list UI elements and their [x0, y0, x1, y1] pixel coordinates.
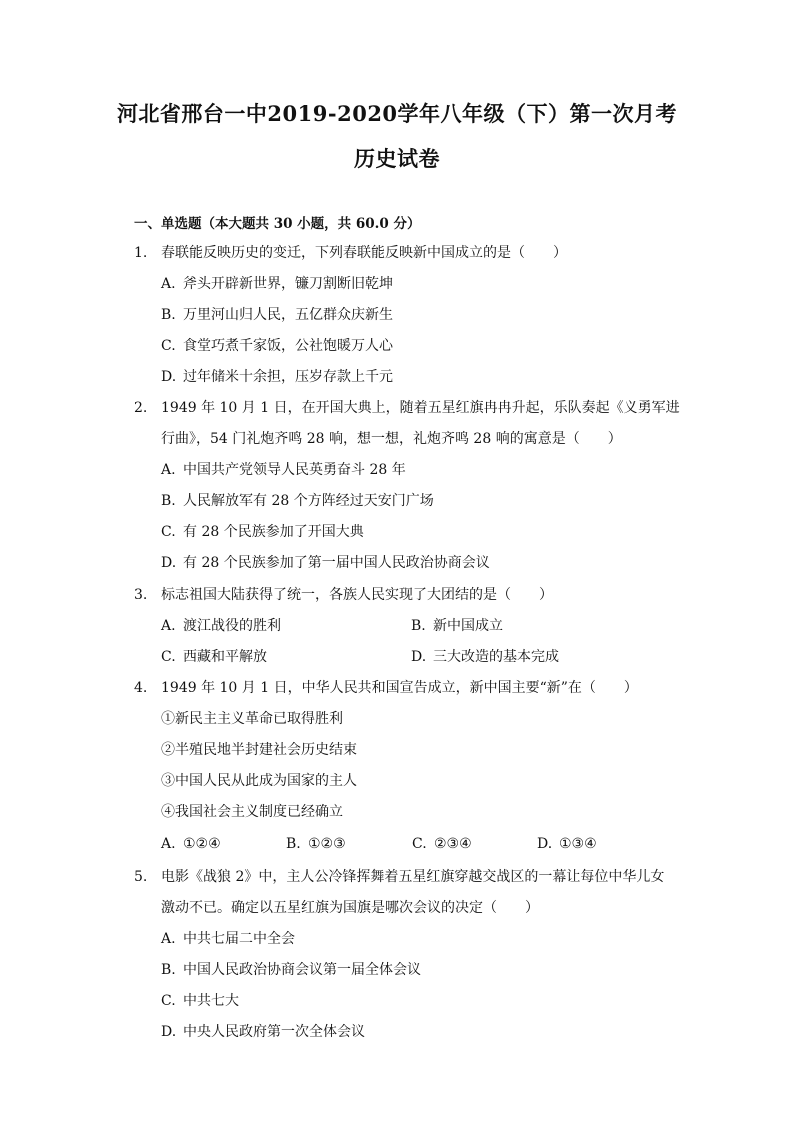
statement-1: ①新民主主义革命已取得胜利: [161, 711, 343, 727]
option-label: D.: [411, 649, 427, 665]
option-text: 过年储米十余担，压岁存款上千元: [183, 369, 393, 385]
option-d: [161, 553, 490, 573]
option-label: D.: [161, 369, 177, 385]
option-d: [411, 647, 559, 667]
option-c: [161, 647, 267, 667]
option-a: [161, 274, 393, 294]
option-label: B.: [161, 307, 176, 323]
option-text: 渡江战役的胜利: [183, 618, 281, 634]
option-label: C.: [161, 993, 176, 1009]
option-d: [537, 834, 597, 854]
option-label: B.: [286, 836, 301, 852]
option-c: [161, 522, 364, 542]
question-stem: 标志祖国大陆获得了统一，各族人民实现了大团结的是（ ）: [161, 587, 553, 603]
statement-4: ④我国社会主义制度已经确立: [161, 804, 343, 820]
option-text: 中共七大: [183, 993, 239, 1009]
option-text: 新中国成立: [433, 618, 503, 634]
option-text: 食堂巧煮千家饭，公社饱暖万人心: [183, 338, 393, 354]
option-text: 人民解放军有 28 个方阵经过天安门广场: [183, 493, 434, 509]
question-stem: 激动不已。确定以五星红旗为国旗是哪次会议的决定（ ）: [161, 900, 539, 916]
question-stem: 1949 年 10 月 1 日，在开国大典上，随着五星红旗冉冉升起，乐队奏起《义勇军进: [161, 400, 680, 416]
option-text: 西藏和平解放: [183, 649, 267, 665]
option-text: 中国共产党领导人民英勇奋斗 28 年: [183, 462, 406, 478]
option-label: D.: [537, 836, 553, 852]
option-a: [161, 834, 221, 854]
option-label: D.: [161, 555, 177, 571]
option-c: [161, 991, 239, 1011]
option-text: ①③④: [559, 836, 597, 852]
section-header: 一、单选题（本大题共 30 小题，共 60.0 分）: [134, 216, 421, 232]
option-label: B.: [411, 618, 426, 634]
option-b: [411, 616, 503, 636]
option-text: 中央人民政府第一次全体会议: [183, 1024, 365, 1040]
option-d: [161, 367, 393, 387]
option-text: 斧头开辟新世界，镰刀割断旧乾坤: [183, 276, 393, 292]
question-number: 1.: [134, 245, 148, 261]
option-b: [161, 491, 434, 511]
question-stem: 电影《战狼 2》中，主人公冷锋挥舞着五星红旗穿越交战区的一幕让每位中华儿女: [161, 869, 665, 885]
question-stem: 行曲》，54 门礼炮齐鸣 28 响，想一想，礼炮齐鸣 28 响的寓意是（ ）: [161, 431, 622, 447]
option-label: B.: [161, 493, 176, 509]
option-text: 三大改造的基本完成: [433, 649, 559, 665]
question-number: 2.: [134, 400, 148, 416]
option-text: 万里河山归人民，五亿群众庆新生: [183, 307, 393, 323]
statement-3: ③中国人民从此成为国家的主人: [161, 773, 357, 789]
option-b: [161, 305, 393, 325]
question-stem: 1949 年 10 月 1 日，中华人民共和国宣告成立，新中国主要“新”在（ ）: [161, 680, 638, 696]
option-text: ①②④: [183, 836, 221, 852]
option-b: [286, 834, 346, 854]
question-number: 4.: [134, 680, 148, 696]
option-text: 有 28 个民族参加了第一届中国人民政治协商会议: [183, 555, 490, 571]
option-label: A.: [161, 618, 176, 634]
option-text: ②③④: [434, 836, 472, 852]
statement-2: ②半殖民地半封建社会历史结束: [161, 742, 357, 758]
option-label: A.: [161, 462, 176, 478]
question-stem: 春联能反映历史的变迁，下列春联能反映新中国成立的是（ ）: [161, 245, 567, 261]
option-label: A.: [161, 836, 176, 852]
option-label: D.: [161, 1024, 177, 1040]
exam-title-line2: 历史试卷: [354, 146, 440, 171]
option-label: B.: [161, 962, 176, 978]
option-a: [161, 929, 295, 949]
option-b: [161, 960, 421, 980]
option-d: [161, 1022, 365, 1042]
option-a: [161, 616, 281, 636]
question-number: 3.: [134, 587, 148, 603]
option-text: 有 28 个民族参加了开国大典: [183, 524, 364, 540]
option-label: A.: [161, 276, 176, 292]
option-text: 中共七届二中全会: [183, 931, 295, 947]
option-label: C.: [412, 836, 427, 852]
option-text: 中国人民政治协商会议第一届全体会议: [183, 962, 421, 978]
option-a: [161, 460, 406, 480]
option-label: C.: [161, 338, 176, 354]
option-c: [161, 336, 393, 356]
question-number: 5.: [134, 869, 148, 885]
option-text: ①②③: [308, 836, 346, 852]
option-label: C.: [161, 524, 176, 540]
option-c: [412, 834, 472, 854]
exam-title-line1: 河北省邢台一中2019-2020学年八年级（下）第一次月考: [116, 101, 678, 126]
option-label: A.: [161, 931, 176, 947]
option-label: C.: [161, 649, 176, 665]
